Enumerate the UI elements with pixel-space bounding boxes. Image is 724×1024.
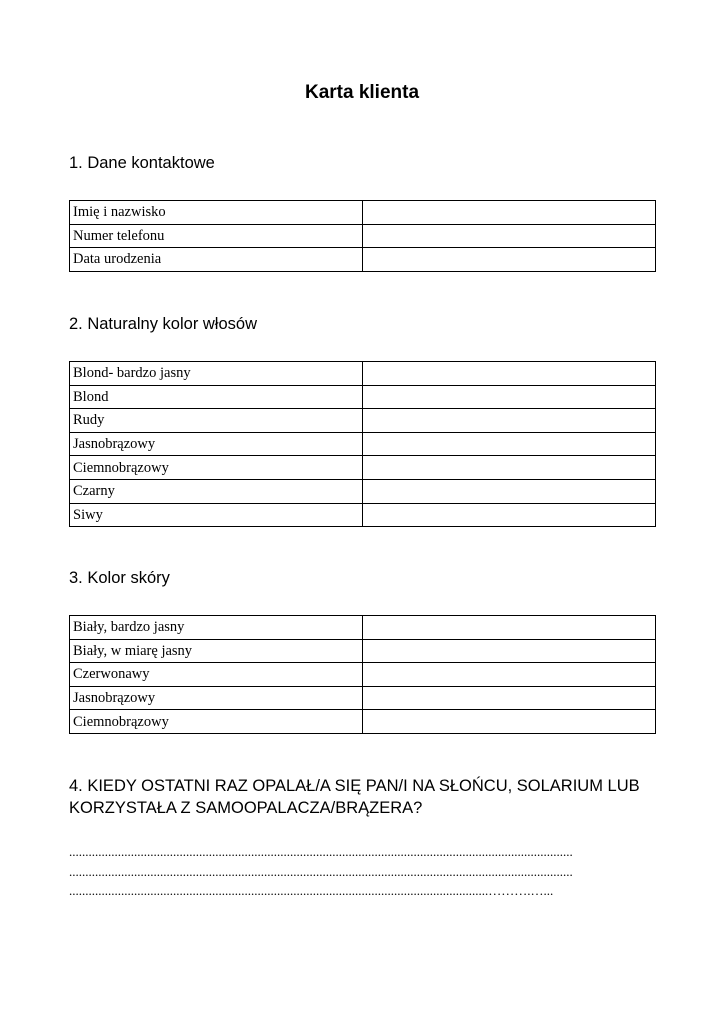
hair-color-table bbox=[69, 361, 656, 527]
row-label: Blond bbox=[70, 385, 363, 409]
table-row bbox=[70, 686, 656, 710]
table-row bbox=[70, 224, 656, 248]
row-label: Rudy bbox=[70, 409, 363, 433]
row-label: Siwy bbox=[70, 503, 363, 527]
section-heading-tanning-question: 4. KIEDY OSTATNI RAZ OPALAŁ/A SIĘ PAN/I NA SŁOŃCU, SOLARIUM LUB KORZYSTAŁA Z SAMOOPALACZA/BRĄZERA? bbox=[69, 777, 640, 817]
answer-cell[interactable] bbox=[363, 201, 656, 225]
answer-cell[interactable] bbox=[363, 248, 656, 272]
row-label: Data urodzenia bbox=[70, 248, 363, 272]
row-label: Numer telefonu bbox=[70, 224, 363, 248]
answer-cell[interactable] bbox=[363, 479, 656, 503]
skin-color-table bbox=[69, 615, 656, 734]
row-label: Blond- bardzo jasny bbox=[70, 362, 363, 386]
document-title: Karta klienta bbox=[304, 82, 420, 103]
row-label: Imię i nazwisko bbox=[70, 201, 363, 225]
answer-cell[interactable] bbox=[363, 362, 656, 386]
answer-cell[interactable] bbox=[363, 663, 656, 687]
table-row bbox=[70, 639, 656, 663]
answer-cell[interactable] bbox=[363, 385, 656, 409]
answer-line[interactable]: ........................................................................................................................................................... bbox=[69, 844, 573, 859]
table-row bbox=[70, 385, 656, 409]
table-row bbox=[70, 663, 656, 687]
section-heading-hair-color: 2. Naturalny kolor włosów bbox=[69, 315, 257, 333]
table-row bbox=[70, 409, 656, 433]
table-row bbox=[70, 479, 656, 503]
row-label: Jasnobrązowy bbox=[70, 432, 363, 456]
table-row bbox=[70, 456, 656, 480]
row-label: Ciemnobrązowy bbox=[70, 456, 363, 480]
table-row bbox=[70, 201, 656, 225]
table-row bbox=[70, 432, 656, 456]
table-row bbox=[70, 710, 656, 734]
answer-line[interactable]: ........................................................................................................................................................... bbox=[69, 864, 573, 879]
table-row bbox=[70, 503, 656, 527]
section-heading-skin-color: 3. Kolor skóry bbox=[69, 569, 170, 587]
answer-cell[interactable] bbox=[363, 639, 656, 663]
table-row bbox=[70, 616, 656, 640]
answer-cell[interactable] bbox=[363, 710, 656, 734]
row-label: Ciemnobrązowy bbox=[70, 710, 363, 734]
table-row bbox=[70, 362, 656, 386]
row-label: Biały, w miarę jasny bbox=[70, 639, 363, 663]
answer-cell[interactable] bbox=[363, 432, 656, 456]
section-heading-contact: 1. Dane kontaktowe bbox=[69, 154, 215, 172]
row-label: Czerwonawy bbox=[70, 663, 363, 687]
answer-cell[interactable] bbox=[363, 616, 656, 640]
table-row bbox=[70, 248, 656, 272]
row-label: Biały, bardzo jasny bbox=[70, 616, 363, 640]
answer-cell[interactable] bbox=[363, 686, 656, 710]
answer-cell[interactable] bbox=[363, 224, 656, 248]
answer-cell[interactable] bbox=[363, 503, 656, 527]
contact-table bbox=[69, 200, 656, 272]
answer-line[interactable]: .................................................................................................................................……….…... bbox=[69, 883, 554, 898]
answer-cell[interactable] bbox=[363, 456, 656, 480]
answer-cell[interactable] bbox=[363, 409, 656, 433]
row-label: Jasnobrązowy bbox=[70, 686, 363, 710]
row-label: Czarny bbox=[70, 479, 363, 503]
